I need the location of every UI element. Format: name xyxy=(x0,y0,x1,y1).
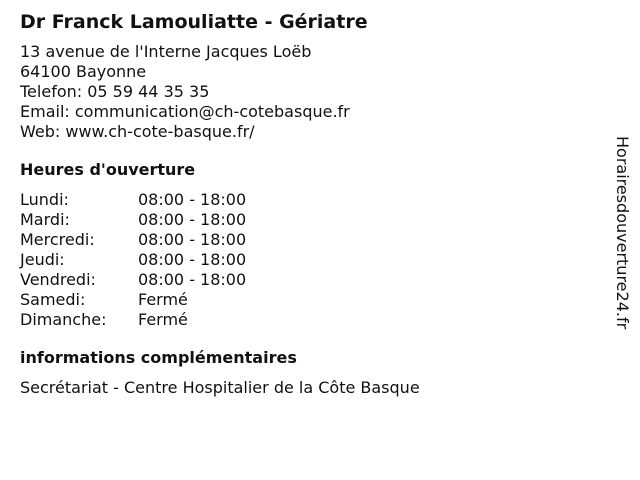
hours-day: Mardi: xyxy=(20,210,70,229)
hours-row-wednesday xyxy=(20,230,600,250)
hours-day: Vendredi: xyxy=(20,270,96,289)
site-watermark: Horairesdouverture24.fr xyxy=(613,136,632,330)
hours-row-saturday xyxy=(20,290,600,310)
hours-row-tuesday xyxy=(20,210,600,230)
address-line-1: 13 avenue de l'Interne Jacques Loëb xyxy=(20,42,312,61)
hours-time: Fermé xyxy=(138,310,188,329)
hours-day: Mercredi: xyxy=(20,230,95,249)
opening-hours-heading: Heures d'ouverture xyxy=(20,160,196,179)
hours-day: Lundi: xyxy=(20,190,69,209)
hours-day: Dimanche: xyxy=(20,310,107,329)
address-line-2: 64100 Bayonne xyxy=(20,62,147,81)
hours-row-thursday xyxy=(20,250,600,270)
hours-time: 08:00 - 18:00 xyxy=(138,210,247,229)
hours-time: Fermé xyxy=(138,290,188,309)
additional-info-heading: informations complémentaires xyxy=(20,348,297,367)
hours-time: 08:00 - 18:00 xyxy=(138,190,247,209)
hours-row-sunday xyxy=(20,310,600,330)
hours-time: 08:00 - 18:00 xyxy=(138,270,247,289)
hours-row-monday xyxy=(20,190,600,210)
hours-time: 08:00 - 18:00 xyxy=(138,250,247,269)
email-line: Email: communication@ch-cotebasque.fr xyxy=(20,102,350,121)
page-title: Dr Franck Lamouliatte - Gériatre xyxy=(20,11,368,33)
additional-info-text: Secrétariat - Centre Hospitalier de la Côte Basque xyxy=(20,378,420,397)
opening-hours-list xyxy=(20,190,600,330)
hours-day: Samedi: xyxy=(20,290,86,309)
phone-line: Telefon: 05 59 44 35 35 xyxy=(20,82,210,101)
hours-day: Jeudi: xyxy=(20,250,65,269)
web-line: Web: www.ch-cote-basque.fr/ xyxy=(20,122,255,141)
listing-card xyxy=(20,10,600,398)
hours-row-friday xyxy=(20,270,600,290)
hours-time: 08:00 - 18:00 xyxy=(138,230,247,249)
